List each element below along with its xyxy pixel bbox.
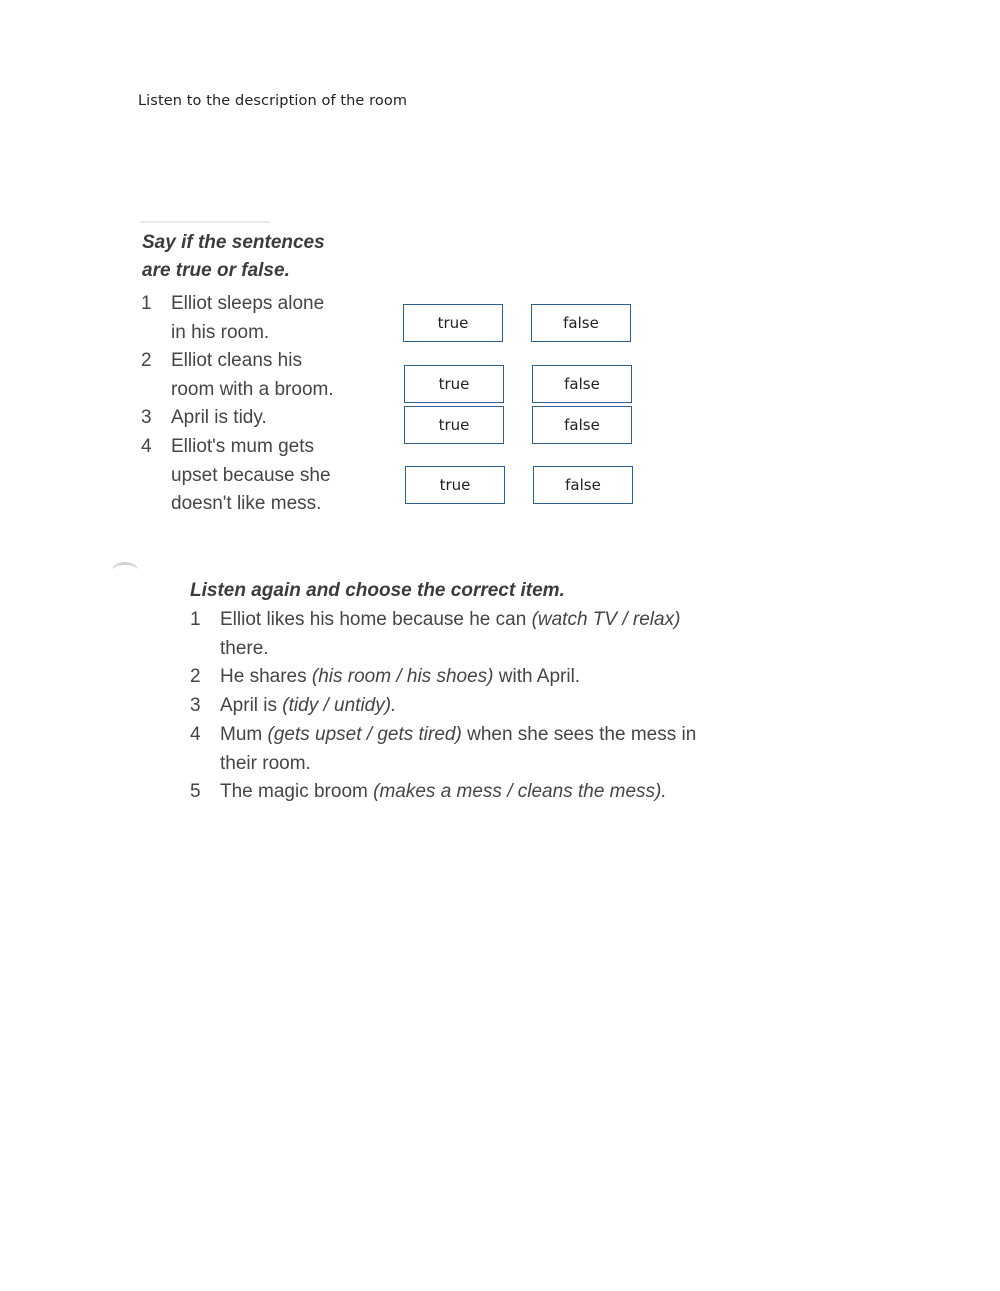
item-text-plain: The magic broom bbox=[220, 781, 374, 802]
item-text-plain: when she sees the mess in bbox=[461, 724, 697, 745]
item-line bbox=[220, 692, 760, 721]
item-line bbox=[220, 778, 760, 807]
item-text bbox=[171, 433, 371, 519]
item-text bbox=[171, 347, 371, 404]
item-text-plain: He shares bbox=[220, 666, 312, 687]
item-line bbox=[220, 663, 760, 692]
item-text-plain: Elliot likes his home because he can bbox=[220, 609, 532, 630]
item-text bbox=[171, 404, 371, 433]
item-line: Elliot sleeps alone bbox=[171, 293, 325, 314]
item-line bbox=[220, 606, 760, 635]
item-line: Elliot's mum gets bbox=[171, 436, 315, 457]
item-options: (tidy / untidy). bbox=[282, 695, 397, 716]
false-button-4[interactable]: false bbox=[533, 466, 633, 504]
scan-divider bbox=[140, 221, 270, 223]
item-line: their room. bbox=[220, 752, 311, 774]
false-button-3[interactable]: false bbox=[532, 406, 632, 444]
true-false-title bbox=[142, 229, 372, 285]
item-text-plain: Mum bbox=[220, 724, 268, 745]
item-number: 4 bbox=[141, 436, 152, 457]
item-line: room with a broom. bbox=[171, 378, 334, 400]
true-button-4[interactable]: true bbox=[405, 466, 505, 504]
choose-title: Listen again and choose the correct item. bbox=[190, 580, 565, 601]
item-text bbox=[220, 692, 760, 721]
false-button-1[interactable]: false bbox=[531, 304, 631, 342]
item-line: in his room. bbox=[171, 321, 270, 343]
item-line bbox=[220, 721, 760, 750]
scan-artifact bbox=[112, 562, 138, 579]
item-options: (gets upset / gets tired) bbox=[267, 724, 462, 745]
item-line: Elliot cleans his bbox=[171, 350, 302, 371]
item-text bbox=[220, 663, 760, 692]
instruction-text: Listen to the description of the room bbox=[138, 93, 408, 109]
item-number: 1 bbox=[190, 609, 201, 630]
item-line: upset because she bbox=[171, 464, 331, 486]
item-number: 3 bbox=[190, 695, 201, 716]
item-text bbox=[220, 778, 760, 807]
item-number: 1 bbox=[141, 293, 152, 314]
item-options: (makes a mess / cleans the mess). bbox=[373, 781, 667, 802]
item-line: doesn't like mess. bbox=[171, 493, 322, 514]
item-text-plain: April is bbox=[220, 695, 283, 716]
item-options: (watch TV / relax) bbox=[531, 609, 681, 630]
item-text-plain: with April. bbox=[493, 666, 581, 687]
item-number: 4 bbox=[190, 724, 201, 745]
item-number: 2 bbox=[141, 350, 152, 371]
item-number: 5 bbox=[190, 781, 201, 802]
item-number: 2 bbox=[190, 666, 201, 687]
item-number: 3 bbox=[141, 407, 152, 428]
item-text bbox=[171, 290, 371, 347]
item-text bbox=[220, 606, 760, 663]
true-false-title-line-1: Say if the sentences bbox=[142, 232, 325, 253]
item-line: there. bbox=[220, 637, 269, 659]
false-button-2[interactable]: false bbox=[532, 365, 632, 403]
item-line: April is tidy. bbox=[171, 407, 267, 428]
item-text bbox=[220, 721, 760, 778]
item-options: (his room / his shoes) bbox=[311, 666, 494, 687]
true-button-1[interactable]: true bbox=[403, 304, 503, 342]
true-button-3[interactable]: true bbox=[404, 406, 504, 444]
true-false-title-line-2: are true or false. bbox=[142, 260, 290, 281]
true-button-2[interactable]: true bbox=[404, 365, 504, 403]
